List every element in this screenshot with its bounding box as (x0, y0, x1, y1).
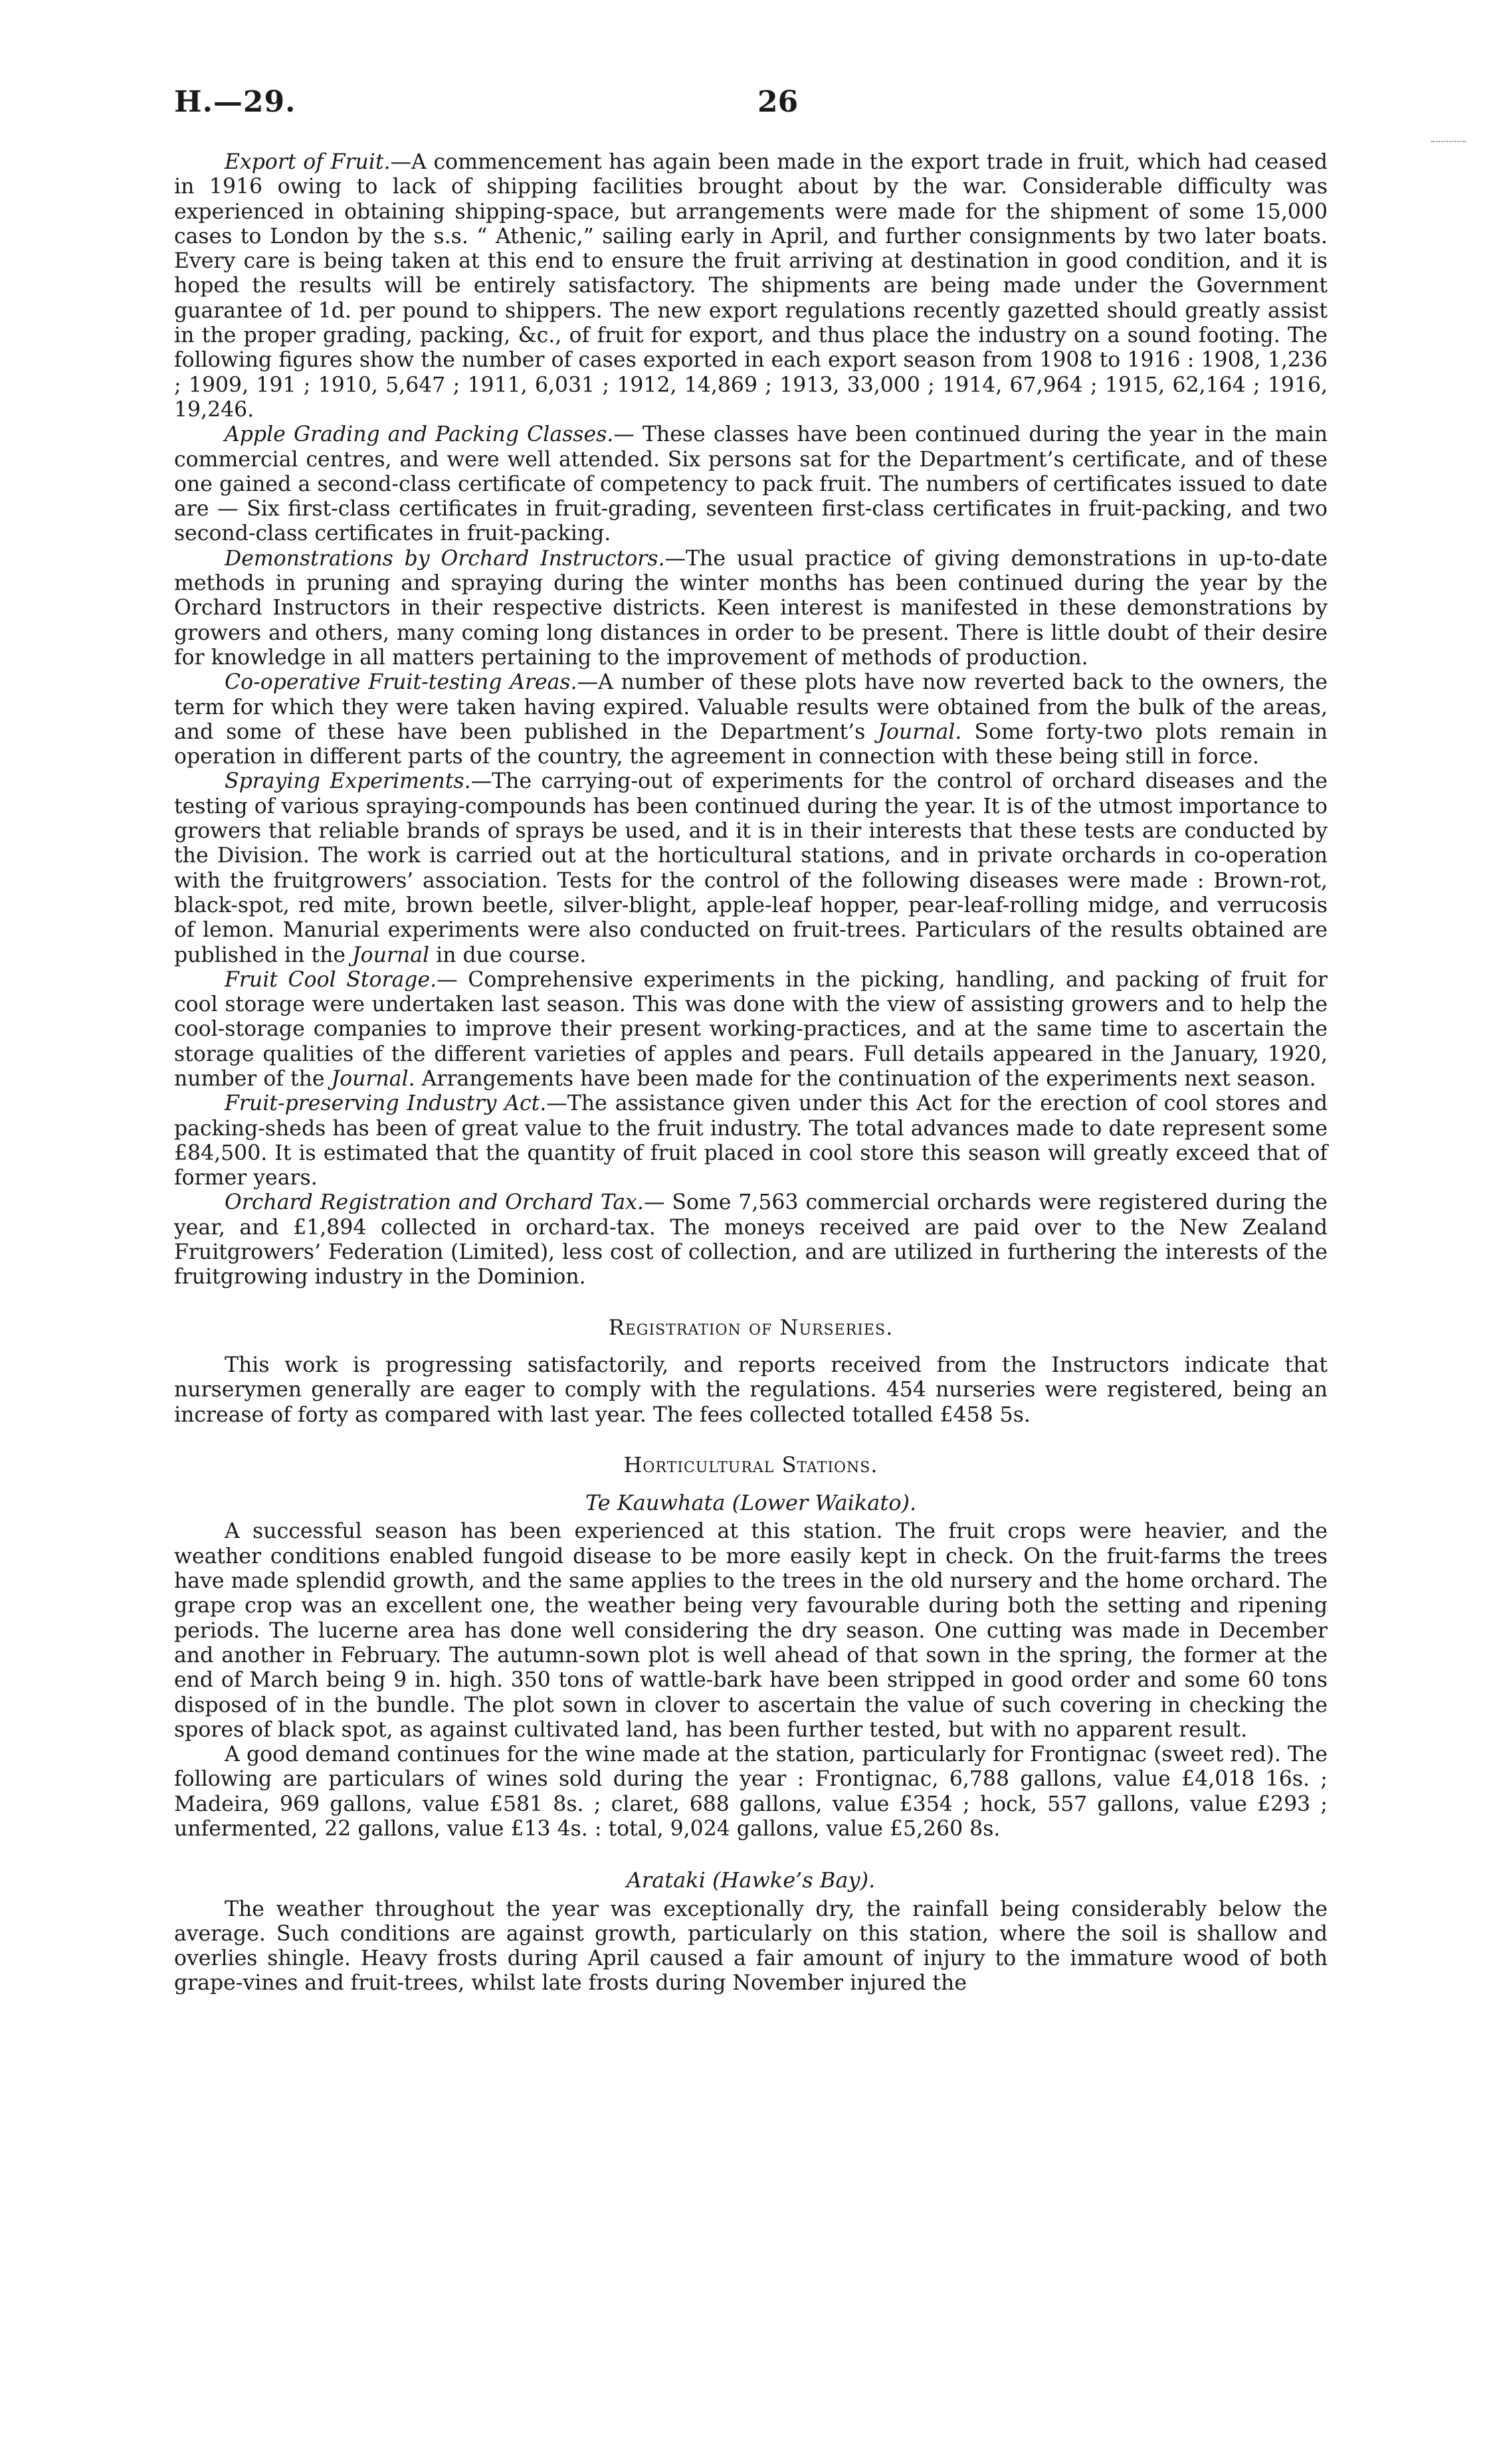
paragraph-text: in due course. (429, 943, 587, 967)
paragraph-title: Fruit-preserving Industry Act. (225, 1091, 547, 1116)
journal-reference: Journal. (878, 719, 962, 744)
journal-reference: Journal. (331, 1066, 415, 1091)
paragraph-te-kauwhata-season: A successful season has been experienced at this station. The fruit crops were heavier, and the weather conditions enabled fungoid disease to be more easily kept in check. On the fruit-farms the trees have made splendid growth, and the same applies to the trees in the old nursery and the home orchard. The grape crop was an excellent one, the weather being very favourable during both the setting and ripening periods. The lucerne area has done well considering the dry season. One cutting was made in December and another in February. The autumn-sown plot is well ahead of that sown in the spring, the former at the end of March being 9 in. high. 350 tons of wattle-bark have been stripped in good order and some 60 tons disposed of in the bundle. The plot sown in clover to ascertain the value of such covering in checking the spores of black spot, as against cultivated land, has been further tested, but with no apparent result. (174, 1519, 1328, 1742)
paragraph-text: —A number of these plots have now reverted back to the owners, the term for which they were taken having expired. Valuable results were obtained from the bulk of the areas, and some of these have been published in the Department’s (174, 670, 1328, 744)
paragraph-fruit-cool-storage (174, 968, 1328, 1091)
subheading-te-kauwhata: Te Kauwhata (Lower Waikato). (585, 1490, 917, 1516)
paragraph-cooperative-areas (174, 670, 1328, 769)
paragraph-orchard-registration (174, 1190, 1328, 1289)
paragraph-text: — These classes have been continued during the year in the main commercial centres, and were well attended. Six persons sat for the Department’s certificate, and of these one gained a second-class certificate of competency to pack fruit. The numbers of certificates issued to date are — Six first-class certificates in fruit-grading, seventeen first-class certificates in fruit-packing, and two second-class certificates in fruit-packing. (174, 423, 1328, 546)
paragraph-te-kauwhata-wines: A good demand continues for the wine made at the station, particularly for Frontignac (sweet red). The following are particulars of wines sold during the year : Frontignac, 6,788 gallons, value £4,018 16s. ; Madeira, 969 gallons, value £581 8s. ; claret, 688 gallons, value £354 ; hock, 557 gallons, value £293 ; unfermented, 22 gallons, value £13 4s. : total, 9,024 gallons, value £5,260 8s. (174, 1743, 1328, 1841)
section-heading-nurseries: Registration of Nurseries. (608, 1314, 894, 1340)
journal-reference: Journal (352, 943, 430, 967)
paragraph-text: — Comprehensive experiments in the picking, handling, and packing of fruit for cool storage were undertaken last season. This was done with the view of assisting growers and to help the cool-storage companies to improve their present working-practices, and at the same time to ascertain the storage qualities of the different varieties of apples and pears. Full details appeared in the January, 1920, number of the (174, 967, 1328, 1091)
paragraph-arataki: The weather throughout the year was exceptionally dry, the rainfall being considerably below the average. Such conditions are against growth, particularly on this station, where the soil is shallow and overlies shingle. Heavy frosts during April caused a fair amount of injury to the immature wood of both grape-vines and fruit-trees, whilst late frosts during November injured the (174, 1897, 1328, 1996)
margin-mark (1431, 141, 1466, 145)
section-heading-horticultural-stations: Horticultural Stations. (623, 1452, 878, 1477)
paragraph-apple-grading (174, 423, 1328, 546)
paragraph-title: Demonstrations by Orchard Instructors. (225, 546, 665, 571)
paragraph-text: —The carrying-out of experiments for the control of orchard diseases and the testing of various spraying-compounds has been continued during the year. It is of the utmost importance to growers that reliable brands of sprays be used, and it is in their interests that these tests are conducted by the Division. The work is carried out at the horticultural stations, and in private orchards in co-operation with the fruitgrowers’ association. Tests for the control of the following diseases were made : Brown-rot, black-spot, red mite, brown beetle, silver-blight, apple-leaf hopper, pear-leaf-rolling midge, and verrucosis of lemon. Manurial experiments were also conducted on fruit-trees. Particulars of the results obtained are published in the (174, 769, 1328, 967)
paragraph-text: —A commencement has again been made in the export trade in fruit, which had ceased in 1916 owing to lack of shipping facilities brought about by the war. Considerable difficulty was experienced in obtaining shipping-space, but arrangements were made for the shipment of some 15,000 cases to London by the s.s. “ Athenic,” sailing early in April, and further consignments by two later boats. Every care is being taken at this end to ensure the fruit arriving at destination in good condition, and it is hoped the results will be entirely satisfactory. The shipments are being made under the Government guarantee of 1d. per pound to shippers. The new export regulations recently gazetted should greatly assist in the proper grading, packing, &c., of fruit for export, and thus place the industry on a sound footing. The following figures show the number of cases exported in each export season from 1908 to 1916 : 1908, 1,236 ; 1909, 191 ; 1910, 5,647 ; 1911, 6,031 ; 1912, 14,869 ; 1913, 33,000 ; 1914, 67,964 ; 1915, 62,164 ; 1916, 19,246. (174, 150, 1328, 422)
paragraph-fruit-preserving-act (174, 1091, 1328, 1190)
paragraph-text: — Some 7,563 commercial orchards were registered during the year, and £1,894 collected in orchard-tax. The moneys received are paid over to the New Zealand Fruitgrowers’ Federation (Limited), less cost of collection, and are utilized in furthering the interests of the fruitgrowing industry in the Dominion. (174, 1190, 1328, 1289)
paragraph-export-of-fruit (174, 150, 1328, 423)
paragraph-title: Fruit Cool Storage. (225, 967, 437, 992)
body-text (174, 150, 1328, 1996)
paragraph-spraying-experiments (174, 769, 1328, 967)
paragraph-text: Some forty-two plots remain in operation in different parts of the country, the agreement in connection with these being still in force. (174, 719, 1328, 769)
paragraph-title: Orchard Registration and Orchard Tax. (225, 1190, 644, 1215)
subheading-arataki: Arataki (Hawke’s Bay). (626, 1867, 876, 1893)
paragraph-title: Export of Fruit. (225, 150, 391, 174)
paragraph-title: Co-operative Fruit-testing Areas. (225, 670, 577, 695)
paragraph-text: —The usual practice of giving demonstrations in up-to-date methods in pruning and spraying during the winter months has been continued during the year by the Orchard Instructors in their respective districts. Keen interest is manifested in these demonstrations by growers and others, many coming long distances in order to be present. There is little doubt of their desire for knowledge in all matters pertaining to the improvement of methods of production. (174, 546, 1328, 670)
paragraph-title: Apple Grading and Packing Classes. (225, 423, 614, 447)
paragraph-text: Arrangements have been made for the continuation of the experiments next season. (415, 1066, 1316, 1091)
document-reference: H.—29. (174, 85, 296, 119)
paragraph-nurseries: This work is progressing satisfactorily, and reports received from the Instructors indicate that nurserymen generally are eager to comply with the regulations. 454 nurseries were registered, being an increase of forty as compared with last year. The fees collected totalled £458 5s. (174, 1353, 1328, 1427)
paragraph-title: Spraying Experiments. (225, 769, 471, 794)
paragraph-demonstrations (174, 547, 1328, 670)
paragraph-text: —The assistance given under this Act for the erection of cool stores and packing-sheds has been of great value to the fruit industry. The total advances made to date represent some £84,500. It is estimated that the quantity of fruit placed in cool store this season will greatly exceed that of former years. (174, 1091, 1328, 1190)
page-number: 26 (757, 85, 799, 119)
